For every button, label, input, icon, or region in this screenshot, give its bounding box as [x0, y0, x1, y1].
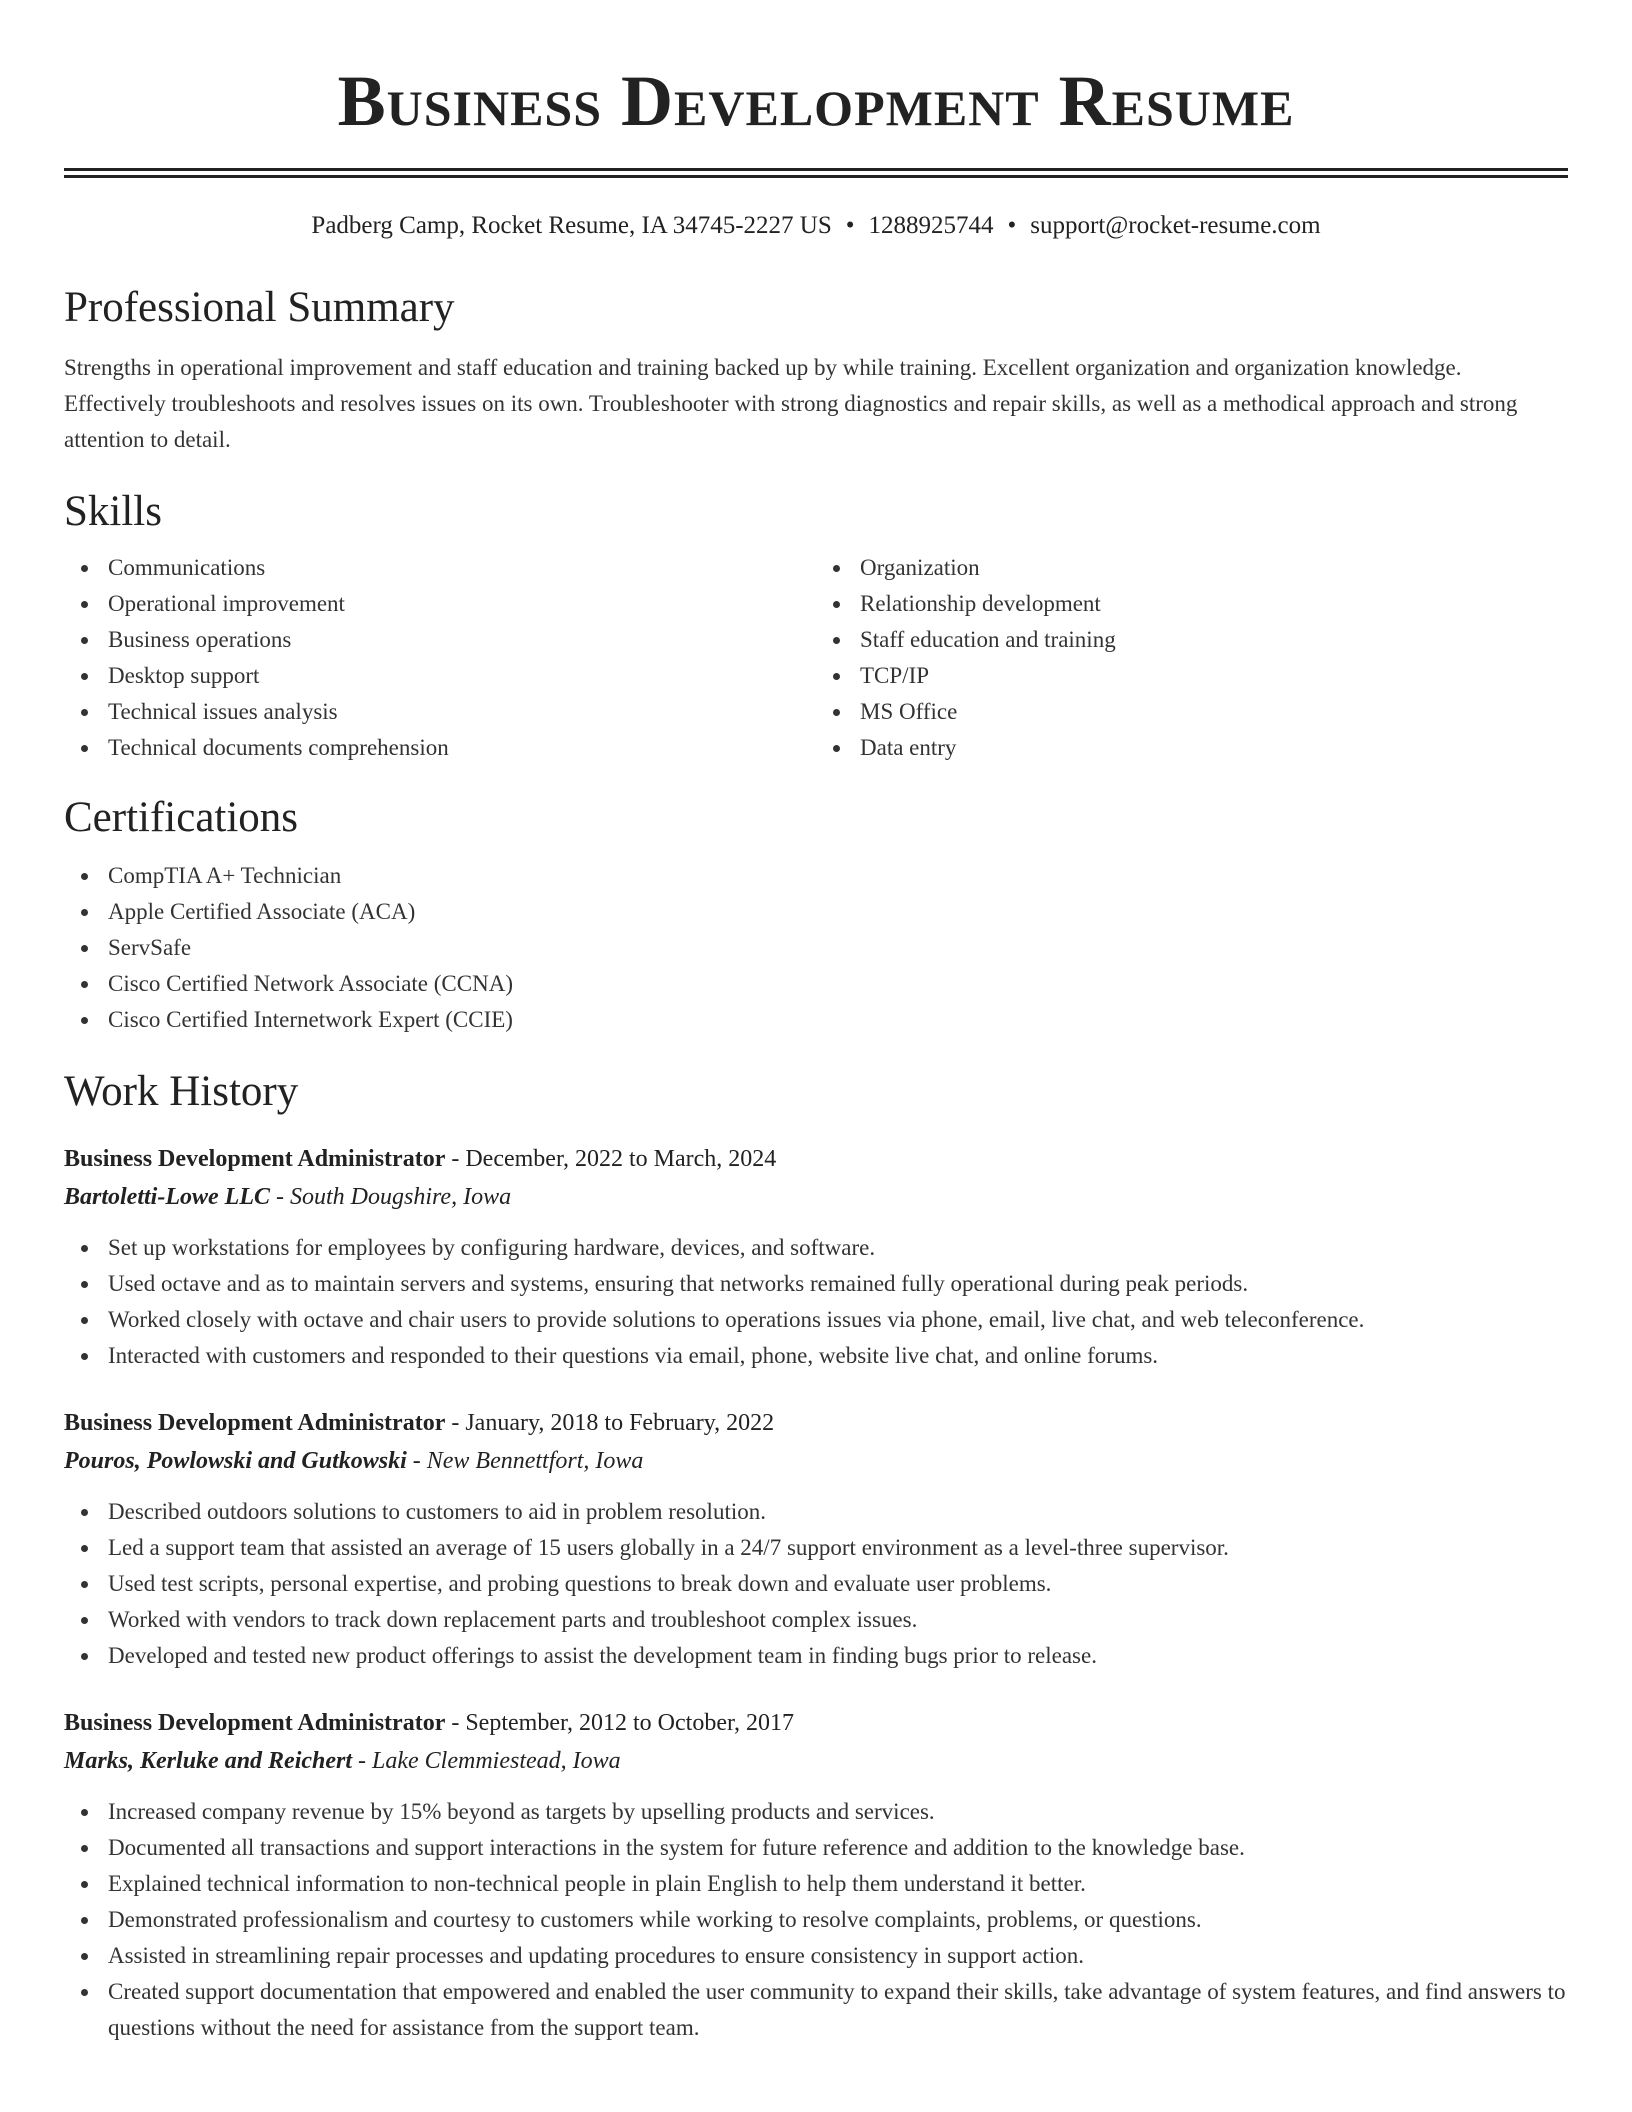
skill-item: Relationship development — [860, 586, 1568, 622]
skills-heading: Skills — [64, 488, 162, 535]
skill-item: Staff education and training — [860, 622, 1568, 658]
skill-item: Desktop support — [108, 658, 816, 694]
contact-phone: 1288925744 — [868, 212, 994, 239]
job-duty: Set up workstations for employees by configuring hardware, devices, and software. — [108, 1230, 1568, 1266]
certifications-list — [64, 858, 1568, 1038]
job-role: Business Development Administrator — [64, 1146, 446, 1172]
job-dates: - September, 2012 to October, 2017 — [445, 1710, 795, 1736]
skill-item: Technical documents comprehension — [108, 730, 816, 766]
certification-item: Cisco Certified Internetwork Expert (CCIE) — [108, 1002, 1568, 1038]
job-entry — [64, 1404, 1568, 1674]
job-employer — [64, 1178, 1568, 1216]
job-duty: Worked closely with octave and chair users to provide solutions to operations issues via phone, email, live chat, and web teleconference. — [108, 1302, 1568, 1338]
job-duty: Worked with vendors to track down replacement parts and troubleshoot complex issues. — [108, 1602, 1568, 1638]
title-divider — [64, 168, 1568, 178]
skill-item: TCP/IP — [860, 658, 1568, 694]
skill-item: Operational improvement — [108, 586, 816, 622]
job-duty: Interacted with customers and responded to their questions via email, phone, website live chat, and online forums. — [108, 1338, 1568, 1374]
contact-email: support@rocket-resume.com — [1030, 212, 1321, 239]
job-location: - Lake Clemmiestead, Iowa — [352, 1748, 621, 1774]
summary-heading: Professional Summary — [64, 284, 455, 331]
certification-item: CompTIA A+ Technician — [108, 858, 1568, 894]
certifications-heading: Certifications — [64, 794, 299, 841]
skills-columns — [64, 550, 1568, 766]
job-duties-list — [64, 1230, 1568, 1374]
skill-item: Technical issues analysis — [108, 694, 816, 730]
job-duty: Led a support team that assisted an average of 15 users globally in a 24/7 support environment as a level-three supervisor. — [108, 1530, 1568, 1566]
skill-item: Business operations — [108, 622, 816, 658]
contact-address: Padberg Camp, Rocket Resume, IA 34745-2227 US — [311, 212, 832, 239]
job-company: Marks, Kerluke and Reichert — [64, 1748, 353, 1774]
job-header — [64, 1140, 1568, 1178]
summary-text: Strengths in operational improvement and staff education and training backed up by while training. Excellent organization and organization knowledge. Effectively troubleshoots and resolves issues on its own. Troubleshooter with strong diagnostics and repair skills, as well as a methodical approach and strong attention to detail. — [64, 355, 1518, 452]
job-duties-list — [64, 1794, 1568, 2046]
certification-item: Apple Certified Associate (ACA) — [108, 894, 1568, 930]
job-duty: Used octave and as to maintain servers and systems, ensuring that networks remained fully operational during peak periods. — [108, 1266, 1568, 1302]
skill-item: Organization — [860, 550, 1568, 586]
skills-list-left — [64, 550, 816, 766]
job-employer — [64, 1742, 1568, 1780]
job-role: Business Development Administrator — [64, 1710, 446, 1736]
work-history-heading: Work History — [64, 1068, 299, 1115]
job-company: Bartoletti-Lowe LLC — [64, 1184, 270, 1210]
certification-item: ServSafe — [108, 930, 1568, 966]
skills-list-right — [816, 550, 1568, 766]
job-location: - New Bennettfort, Iowa — [406, 1448, 644, 1474]
job-duty: Increased company revenue by 15% beyond as targets by upselling products and services. — [108, 1794, 1568, 1830]
job-duty: Explained technical information to non-technical people in plain English to help them understand it better. — [108, 1866, 1568, 1902]
job-duty: Created support documentation that empowered and enabled the user community to expand their skills, take advantage of system features, and find answers to questions without the need for assistance from the support team. — [108, 1974, 1568, 2046]
job-company: Pouros, Powlowski and Gutkowski — [64, 1448, 407, 1474]
contact-line — [64, 210, 1568, 242]
certification-item: Cisco Certified Network Associate (CCNA) — [108, 966, 1568, 1002]
job-duty: Described outdoors solutions to customers to aid in problem resolution. — [108, 1494, 1568, 1530]
job-entry — [64, 1140, 1568, 1374]
job-dates: - January, 2018 to February, 2022 — [445, 1410, 775, 1436]
job-duty: Demonstrated professionalism and courtesy to customers while working to resolve complaints, problems, or questions. — [108, 1902, 1568, 1938]
job-duty: Assisted in streamlining repair processes and updating procedures to ensure consistency in support action. — [108, 1938, 1568, 1974]
job-employer — [64, 1442, 1568, 1480]
job-duty: Documented all transactions and support interactions in the system for future reference and addition to the knowledge base. — [108, 1830, 1568, 1866]
skill-item: MS Office — [860, 694, 1568, 730]
job-role: Business Development Administrator — [64, 1410, 446, 1436]
job-location: - South Dougshire, Iowa — [269, 1184, 512, 1210]
job-duties-list — [64, 1494, 1568, 1674]
contact-separator: • — [845, 212, 855, 239]
job-dates: - December, 2022 to March, 2024 — [445, 1146, 777, 1172]
job-header — [64, 1404, 1568, 1442]
job-duty: Developed and tested new product offerings to assist the development team in finding bugs prior to release. — [108, 1638, 1568, 1674]
job-duty: Used test scripts, personal expertise, and probing questions to break down and evaluate user problems. — [108, 1566, 1568, 1602]
job-header — [64, 1704, 1568, 1742]
contact-separator: • — [1007, 212, 1017, 239]
skill-item: Data entry — [860, 730, 1568, 766]
job-entry — [64, 1704, 1568, 2046]
skill-item: Communications — [108, 550, 816, 586]
page-title: Business Development Resume — [337, 61, 1295, 141]
